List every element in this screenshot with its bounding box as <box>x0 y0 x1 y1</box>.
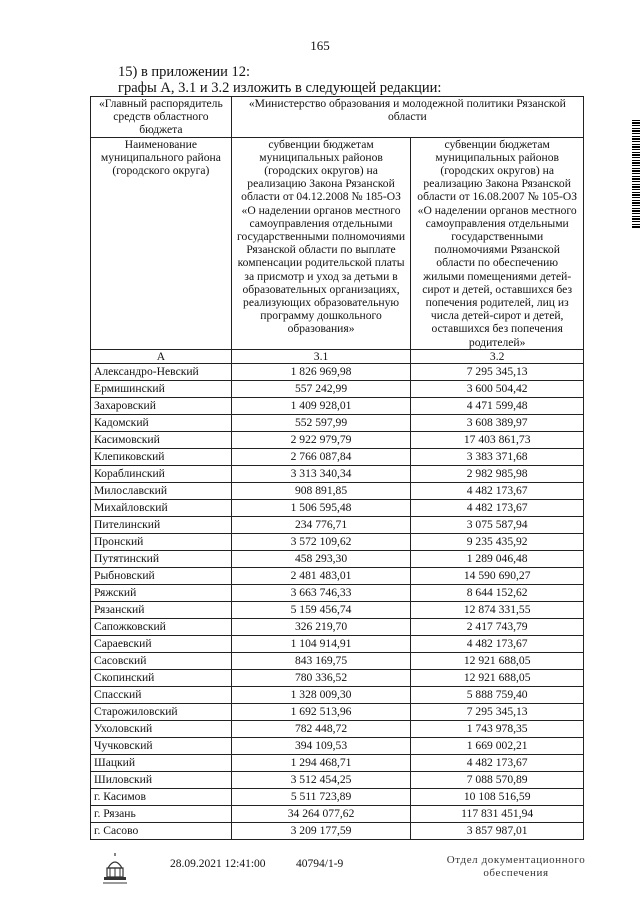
district-name-cell: г. Рязань <box>91 806 232 823</box>
value-31-cell: 2 766 087,84 <box>231 449 411 466</box>
table-row <box>91 568 584 585</box>
district-name-cell: Ухоловский <box>91 721 232 738</box>
value-32-cell: 10 108 516,59 <box>411 789 584 806</box>
district-name-cell: Шиловский <box>91 772 232 789</box>
table-row <box>91 551 584 568</box>
value-31-cell: 557 242,99 <box>231 381 411 398</box>
district-name-cell: Скопинский <box>91 670 232 687</box>
table-row <box>91 755 584 772</box>
value-32-cell: 7 295 345,13 <box>411 364 584 381</box>
value-31-cell: 908 891,85 <box>231 483 411 500</box>
col-32-header: субвенции бюджетам муниципальных районов (городских округов) на реализацию Закона Рязанской области от 16.08.2007 № 105-ОЗ «О наделении органов местного самоуправления отдельными государственными полномочиями Рязанской области по обеспечению жилыми помещениями детей-сирот и детей, оставшихся без попечения родителей, лиц из числа детей-сирот и детей, оставшихся без попечения родителей» <box>411 137 584 349</box>
district-name-cell: г. Сасово <box>91 823 232 840</box>
gras-label-cell: «Главный распорядитель средств областного бюджета <box>91 97 232 138</box>
table-row <box>91 636 584 653</box>
table-row <box>91 432 584 449</box>
value-32-cell: 3 608 389,97 <box>411 415 584 432</box>
col-a-code: А <box>91 349 232 363</box>
header-row-columns <box>91 137 584 349</box>
table-row <box>91 398 584 415</box>
district-name-cell: Клепиковский <box>91 449 232 466</box>
col-a-header: Наименование муниципального района (городского округа) <box>91 137 232 349</box>
side-barcode <box>632 120 640 228</box>
district-name-cell: Касимовский <box>91 432 232 449</box>
value-31-cell: 552 597,99 <box>231 415 411 432</box>
footer-department: Отдел документационного обеспечения <box>446 854 586 879</box>
value-32-cell: 4 482 173,67 <box>411 500 584 517</box>
value-32-cell: 4 482 173,67 <box>411 483 584 500</box>
value-32-cell: 1 669 002,21 <box>411 738 584 755</box>
value-32-cell: 4 471 599,48 <box>411 398 584 415</box>
district-name-cell: Пителинский <box>91 517 232 534</box>
district-name-cell: Чучковский <box>91 738 232 755</box>
table-row <box>91 772 584 789</box>
table-row <box>91 585 584 602</box>
district-name-cell: Сапожковский <box>91 619 232 636</box>
district-name-cell: Михайловский <box>91 500 232 517</box>
value-32-cell: 2 982 985,98 <box>411 466 584 483</box>
value-31-cell: 782 448,72 <box>231 721 411 738</box>
value-31-cell: 1 104 914,91 <box>231 636 411 653</box>
value-31-cell: 1 506 595,48 <box>231 500 411 517</box>
value-32-cell: 12 874 331,55 <box>411 602 584 619</box>
table-row <box>91 619 584 636</box>
value-31-cell: 326 219,70 <box>231 619 411 636</box>
district-name-cell: Сасовский <box>91 653 232 670</box>
district-name-cell: Рыбновский <box>91 568 232 585</box>
value-32-cell: 4 482 173,67 <box>411 636 584 653</box>
value-31-cell: 1 826 969,98 <box>231 364 411 381</box>
header-row-gras <box>91 97 584 138</box>
value-31-cell: 3 313 340,34 <box>231 466 411 483</box>
table-row <box>91 364 584 381</box>
table-row <box>91 704 584 721</box>
value-32-cell: 1 743 978,35 <box>411 721 584 738</box>
value-31-cell: 458 293,30 <box>231 551 411 568</box>
district-name-cell: г. Касимов <box>91 789 232 806</box>
table-row <box>91 466 584 483</box>
value-31-cell: 3 209 177,59 <box>231 823 411 840</box>
district-name-cell: Кадомский <box>91 415 232 432</box>
district-name-cell: Сараевский <box>91 636 232 653</box>
value-32-cell: 3 383 371,68 <box>411 449 584 466</box>
table-row <box>91 449 584 466</box>
value-31-cell: 843 169,75 <box>231 653 411 670</box>
district-name-cell: Старожиловский <box>91 704 232 721</box>
table-row <box>91 415 584 432</box>
value-32-cell: 3 600 504,42 <box>411 381 584 398</box>
district-name-cell: Спасский <box>91 687 232 704</box>
value-32-cell: 5 888 759,40 <box>411 687 584 704</box>
value-31-cell: 34 264 077,62 <box>231 806 411 823</box>
table-row <box>91 500 584 517</box>
district-name-cell: Александро-Невский <box>91 364 232 381</box>
value-32-cell: 12 921 688,05 <box>411 653 584 670</box>
value-31-cell: 234 776,71 <box>231 517 411 534</box>
value-31-cell: 2 481 483,01 <box>231 568 411 585</box>
district-name-cell: Ряжский <box>91 585 232 602</box>
amendment-text: графы А, 3.1 и 3.2 изложить в следующей редакции: <box>118 80 442 96</box>
district-name-cell: Ермишинский <box>91 381 232 398</box>
district-name-cell: Путятинский <box>91 551 232 568</box>
value-31-cell: 3 663 746,33 <box>231 585 411 602</box>
value-31-cell: 3 572 109,62 <box>231 534 411 551</box>
table-row <box>91 823 584 840</box>
table-row <box>91 806 584 823</box>
value-32-cell: 14 590 690,27 <box>411 568 584 585</box>
subvention-table <box>90 96 584 840</box>
table-row <box>91 687 584 704</box>
district-name-cell: Милославский <box>91 483 232 500</box>
table-row <box>91 534 584 551</box>
district-name-cell: Пронский <box>91 534 232 551</box>
table-row <box>91 670 584 687</box>
emblem-icon <box>98 852 132 886</box>
value-31-cell: 780 336,52 <box>231 670 411 687</box>
footer-datetime: 28.09.2021 12:41:00 <box>170 858 266 870</box>
footer-doc-number: 40794/1-9 <box>296 858 344 870</box>
value-32-cell: 3 857 987,01 <box>411 823 584 840</box>
value-32-cell: 17 403 861,73 <box>411 432 584 449</box>
district-name-cell: Кораблинский <box>91 466 232 483</box>
value-31-cell: 5 511 723,89 <box>231 789 411 806</box>
table-row <box>91 789 584 806</box>
table-row <box>91 738 584 755</box>
value-32-cell: 9 235 435,92 <box>411 534 584 551</box>
value-32-cell: 2 417 743,79 <box>411 619 584 636</box>
value-31-cell: 3 512 454,25 <box>231 772 411 789</box>
value-31-cell: 1 692 513,96 <box>231 704 411 721</box>
value-31-cell: 2 922 979,79 <box>231 432 411 449</box>
value-31-cell: 1 328 009,30 <box>231 687 411 704</box>
value-32-cell: 117 831 451,94 <box>411 806 584 823</box>
district-name-cell: Захаровский <box>91 398 232 415</box>
amendment-item: 15) в приложении 12: <box>118 64 251 80</box>
value-32-cell: 7 088 570,89 <box>411 772 584 789</box>
col-31-code: 3.1 <box>231 349 411 363</box>
col-32-code: 3.2 <box>411 349 584 363</box>
value-31-cell: 1 294 468,71 <box>231 755 411 772</box>
table-row <box>91 483 584 500</box>
col-31-header: субвенции бюджетам муниципальных районов (городских округов) на реализацию Закона Рязанской области от 04.12.2008 № 185-ОЗ «О наделении органов местного самоуправления отдельными государственными полномочиями Рязанской области по выплате компенсации родительской платы за присмотр и уход за детьми в образовательных организациях, реализующих образовательную программу дошкольного образования» <box>231 137 411 349</box>
table-row <box>91 721 584 738</box>
value-32-cell: 3 075 587,94 <box>411 517 584 534</box>
value-31-cell: 394 109,53 <box>231 738 411 755</box>
page-number: 165 <box>310 38 330 53</box>
value-32-cell: 8 644 152,62 <box>411 585 584 602</box>
value-32-cell: 12 921 688,05 <box>411 670 584 687</box>
value-32-cell: 4 482 173,67 <box>411 755 584 772</box>
value-31-cell: 5 159 456,74 <box>231 602 411 619</box>
district-name-cell: Шацкий <box>91 755 232 772</box>
table-row <box>91 517 584 534</box>
table-row <box>91 602 584 619</box>
value-32-cell: 7 295 345,13 <box>411 704 584 721</box>
header-row-codes <box>91 349 584 363</box>
table-row <box>91 653 584 670</box>
table-row <box>91 381 584 398</box>
gras-value-cell: «Министерство образования и молодежной политики Рязанской области <box>231 97 583 138</box>
value-32-cell: 1 289 046,48 <box>411 551 584 568</box>
value-31-cell: 1 409 928,01 <box>231 398 411 415</box>
district-name-cell: Рязанский <box>91 602 232 619</box>
